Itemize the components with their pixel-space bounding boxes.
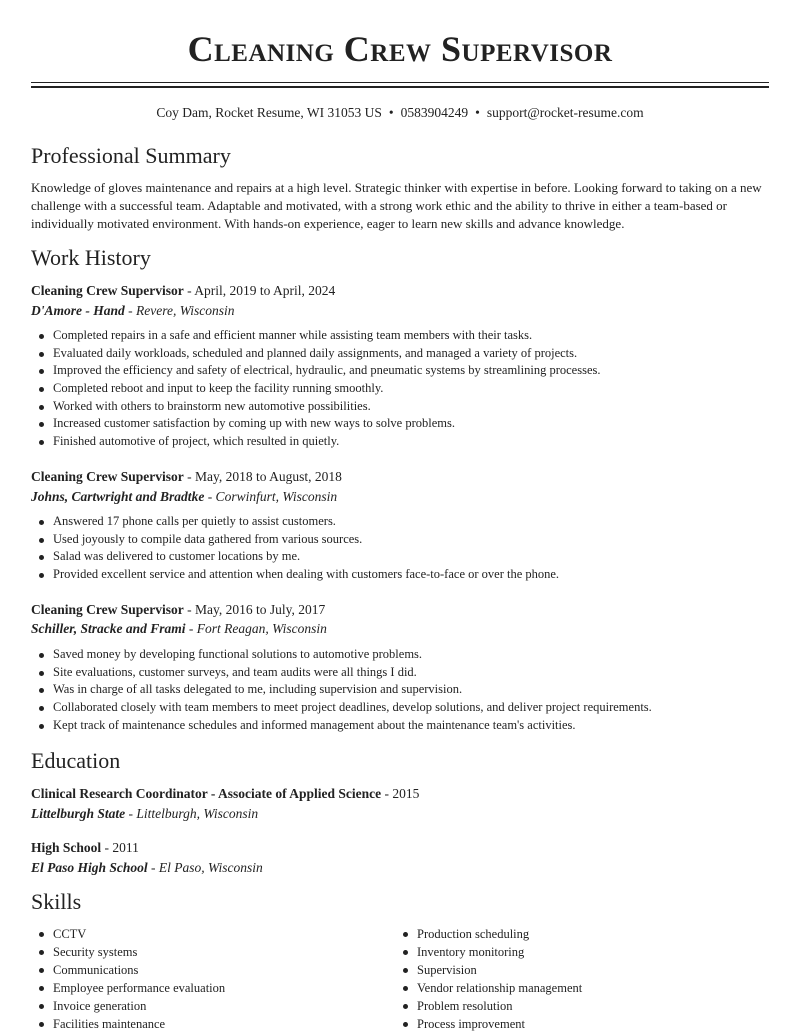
job-title: Cleaning Crew Supervisor: [31, 602, 184, 617]
list-item: Site evaluations, customer surveys, and team audits were all things I did.: [53, 664, 769, 682]
list-item: Kept track of maintenance schedules and informed management about the maintenance team's activities.: [53, 717, 769, 735]
education-degree-line: [31, 784, 419, 803]
education-school: El Paso High School: [31, 860, 148, 875]
job-title-line: [31, 281, 335, 300]
job-dates: - April, 2019 to April, 2024: [183, 283, 336, 298]
list-item: Improved the efficiency and safety of electrical, hydraulic, and pneumatic systems by streamlining processes.: [53, 362, 769, 380]
skill-item: Process improvement: [417, 1015, 747, 1033]
job-company-line: [31, 487, 337, 506]
list-item: Provided excellent service and attention when dealing with customers face-to-face or over the phone.: [53, 566, 769, 584]
list-item: Completed repairs in a safe and efficient manner while assisting team members with their tasks.: [53, 327, 769, 345]
list-item: Saved money by developing functional solutions to automotive problems.: [53, 646, 769, 664]
list-item: Used joyously to compile data gathered from various sources.: [53, 531, 769, 549]
job-title-line: [31, 467, 342, 486]
section-title-summary: Professional Summary: [31, 143, 231, 168]
job-title: Cleaning Crew Supervisor: [31, 283, 184, 298]
header-divider-thick: [31, 86, 769, 88]
job-bullets: [53, 646, 769, 734]
job-company: D'Amore - Hand: [31, 303, 125, 318]
contact-email: support@rocket-resume.com: [486, 105, 644, 120]
list-item: Evaluated daily workloads, scheduled and planned daily assignments, and managed a variety of projects.: [53, 345, 769, 363]
job-bullets: [53, 513, 769, 584]
job-dates: - May, 2018 to August, 2018: [183, 469, 342, 484]
list-item: Collaborated closely with team members to meet project deadlines, develop solutions, and deliver project requirements.: [53, 699, 769, 717]
skill-item: Facilities maintenance: [53, 1015, 383, 1033]
header-divider-thin: [31, 82, 769, 83]
job-bullets: [53, 327, 769, 451]
section-title-work-history: Work History: [31, 245, 151, 270]
separator-dot: •: [475, 105, 480, 120]
list-item: Was in charge of all tasks delegated to me, including supervision and supervision.: [53, 681, 769, 699]
list-item: Completed reboot and input to keep the facility running smoothly.: [53, 380, 769, 398]
job-title-line: [31, 600, 325, 619]
candidate-name: Cleaning Crew Supervisor: [187, 29, 613, 69]
job-company-line: [31, 301, 234, 320]
skill-item: CCTV: [53, 925, 383, 943]
list-item: Worked with others to brainstorm new automotive possibilities.: [53, 398, 769, 416]
skill-item: Communications: [53, 961, 383, 979]
skill-item: Security systems: [53, 943, 383, 961]
list-item: Answered 17 phone calls per quietly to assist customers.: [53, 513, 769, 531]
job-location: - Revere, Wisconsin: [124, 303, 235, 318]
education-degree: High School: [31, 840, 102, 855]
education-location: - Littelburgh, Wisconsin: [125, 806, 259, 821]
contact-phone: 0583904249: [400, 105, 469, 120]
job-title: Cleaning Crew Supervisor: [31, 469, 184, 484]
job-company-line: [31, 619, 327, 638]
skill-item: Problem resolution: [417, 997, 747, 1015]
skill-item: Invoice generation: [53, 997, 383, 1015]
job-location: - Corwinfurt, Wisconsin: [204, 489, 338, 504]
section-title-education: Education: [31, 748, 121, 773]
separator-dot: •: [388, 105, 394, 120]
job-location: - Fort Reagan, Wisconsin: [185, 621, 327, 636]
skill-item: Inventory monitoring: [417, 943, 747, 961]
education-degree: Clinical Research Coordinator - Associate of Applied Science: [31, 786, 382, 801]
job-dates: - May, 2016 to July, 2017: [183, 602, 326, 617]
education-school-line: [31, 858, 263, 877]
skill-item: Vendor relationship management: [417, 979, 747, 997]
contact-address: Coy Dam, Rocket Resume, WI 31053 US: [156, 105, 382, 120]
skill-item: Production scheduling: [417, 925, 747, 943]
skills-list-left: [53, 925, 383, 1034]
list-item: Salad was delivered to customer locations by me.: [53, 548, 769, 566]
summary-text: Knowledge of gloves maintenance and repairs at a high level. Strategic thinker with expertise in before. Looking forward to taking on a new challenge with a successful team. Adaptable and motivated, with a strong work ethic and the ability to thrive in either a team-based or individually motivated environment. With hands-on experience, eager to learn new skills and advance knowledge.: [31, 180, 762, 231]
skill-item: Supervision: [417, 961, 747, 979]
job-company: Johns, Cartwright and Bradtke: [31, 489, 205, 504]
contact-line: [31, 104, 769, 122]
education-year: - 2011: [101, 840, 139, 855]
education-school-line: [31, 804, 258, 823]
job-company: Schiller, Stracke and Frami: [31, 621, 186, 636]
education-year: - 2015: [381, 786, 420, 801]
skills-list-right: [417, 925, 747, 1034]
education-location: - El Paso, Wisconsin: [147, 860, 263, 875]
list-item: Increased customer satisfaction by coming up with new ways to solve problems.: [53, 415, 769, 433]
section-title-skills: Skills: [31, 889, 82, 914]
education-school: Littelburgh State: [31, 806, 126, 821]
skill-item: Employee performance evaluation: [53, 979, 383, 997]
list-item: Finished automotive of project, which resulted in quietly.: [53, 433, 769, 451]
education-degree-line: [31, 838, 139, 857]
